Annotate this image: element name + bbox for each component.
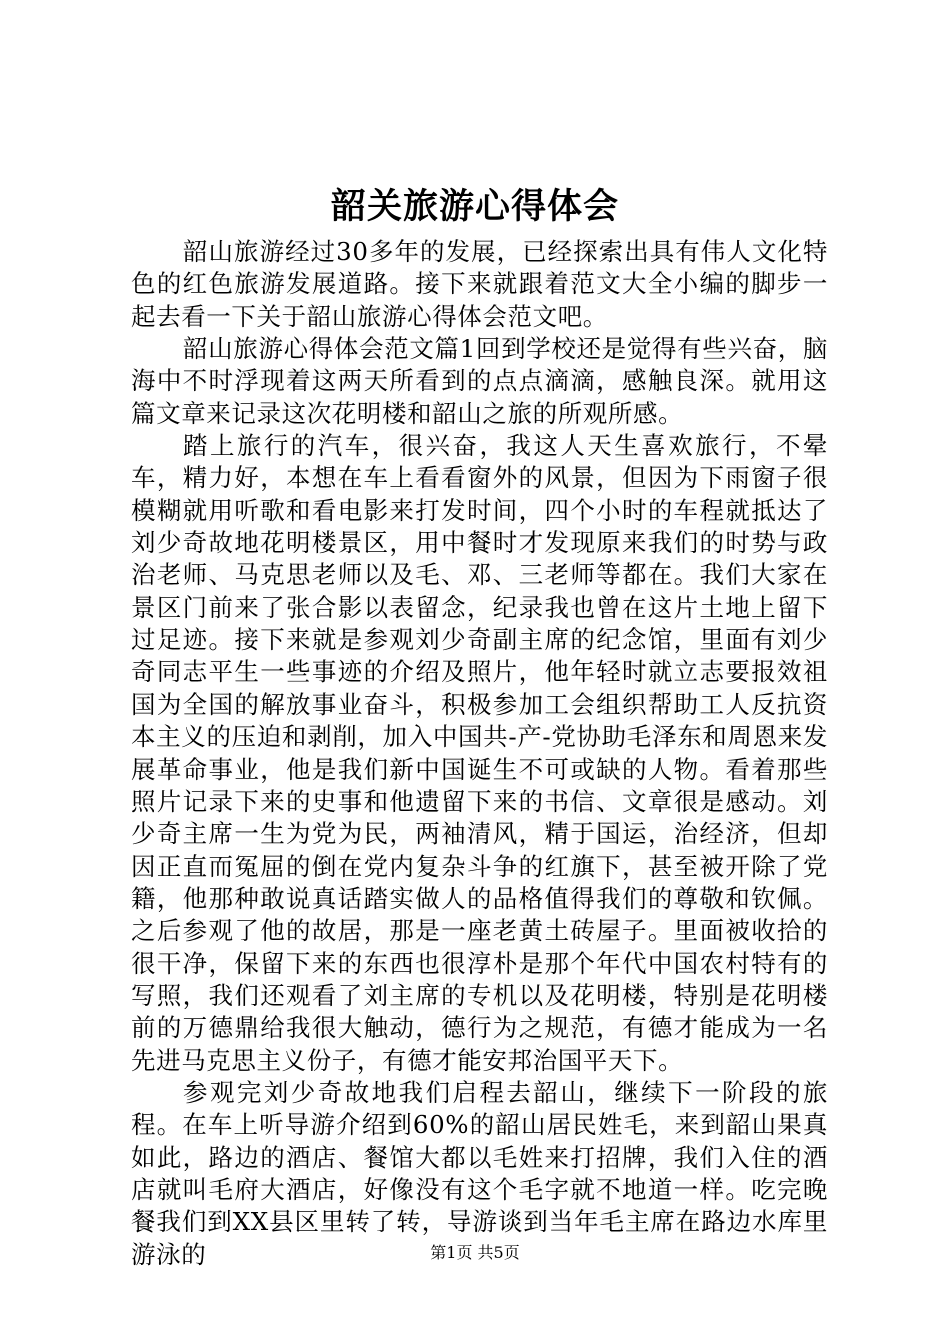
paragraph-4: 参观完刘少奇故地我们启程去韶山，继续下一阶段的旅程。在车上听导游介绍到60%的韶山居民姓毛，来到韶山果真如此，路边的酒店、餐馆大都以毛姓来打招牌，我们入住的酒店就叫毛府大酒店，好像没有这个毛字就不地道一样。吃完晚餐我们到XX县区里转了转，导游谈到当年毛主席在路边水库里游泳的 bbox=[131, 1077, 828, 1269]
paragraph-1: 韶山旅游经过30多年的发展，已经探索出具有伟人文化特色的红色旅游发展道路。接下来就跟着范文大全小编的脚步一起去看一下关于韶山旅游心得体会范文吧。 bbox=[131, 237, 828, 331]
document-title: 韶关旅游心得体会 bbox=[330, 186, 619, 227]
paragraph-2: 韶山旅游心得体会范文篇1回到学校还是觉得有些兴奋，脑海中不时浮现着这两天所看到的点点滴滴，感触良深。就用这篇文章来记录这次花明楼和韶山之旅的所观所感。 bbox=[131, 334, 828, 428]
paragraph-3: 踏上旅行的汽车，很兴奋，我这人天生喜欢旅行，不晕车，精力好，本想在车上看看窗外的风景，但因为下雨窗子很模糊就用听歌和看电影来打发时间，四个小时的车程就抵达了刘少奇故地花明楼景区，用中餐时才发现原来我们的时势与政治老师、马克思老师以及毛、邓、三老师等都在。我们大家在景区门前来了张合影以表留念，纪录我也曾在这片土地上留下过足迹。接下来就是参观刘少奇副主席的纪念馆，里面有刘少奇同志平生一些事迹的介绍及照片，他年轻时就立志要报效祖国为全国的解放事业奋斗，积极参加工会组织帮助工人反抗资本主义的压迫和剥削，加入中国共-产-党协助毛泽东和周恩来发展革命事业，他是我们新中国诞生不可或缺的人物。看着那些照片记录下来的史事和他遗留下来的书信、文章很是感动。刘少奇主席一生为党为民，两袖清风，精于国运，治经济，但却因正直而冤屈的倒在党内复杂斗争的红旗下，甚至被开除了党籍，他那种敢说真话踏实做人的品格值得我们的尊敬和钦佩。之后参观了他的故居，那是一座老黄土砖屋子。里面被收拾的很干净，保留下来的东西也很淳朴是那个年代中国农村特有的写照，我们还观看了刘主席的专机以及花明楼，特别是花明楼前的万德鼎给我很大触动，德行为之规范，有德才能成为一名先进马克思主义份子，有德才能安邦治国平天下。 bbox=[131, 431, 828, 1075]
document-body bbox=[131, 236, 828, 1271]
page-footer: 第1页 共5页 bbox=[430, 1243, 520, 1262]
